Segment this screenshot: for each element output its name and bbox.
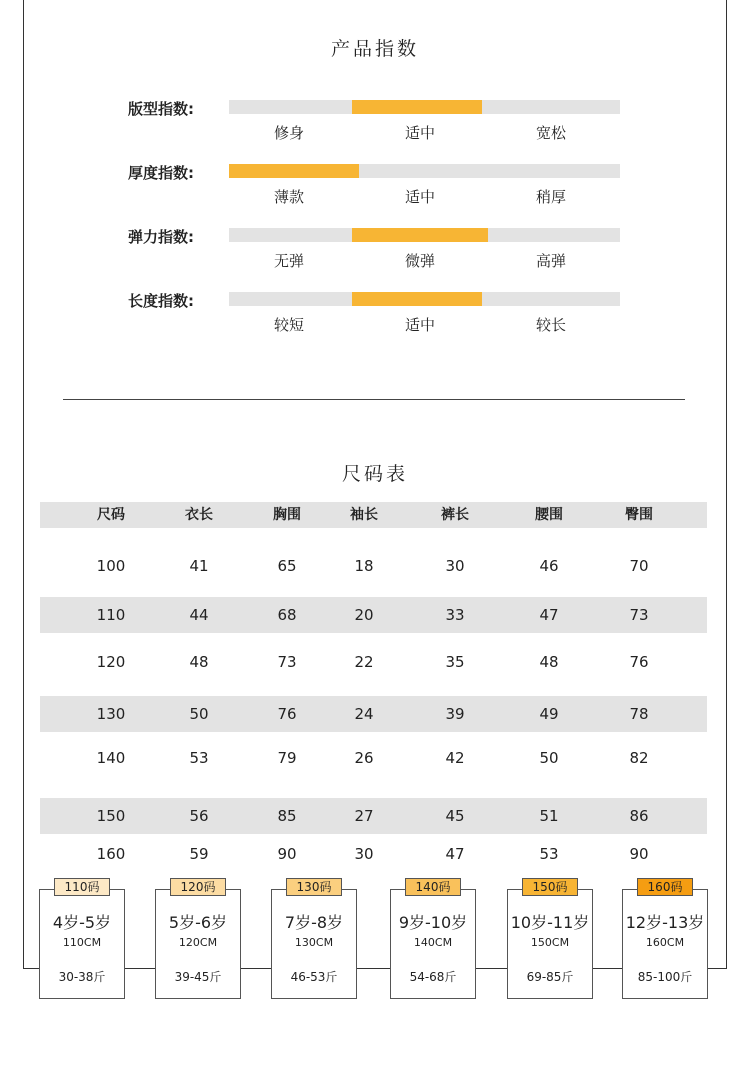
- table-cell: 150: [96, 807, 126, 825]
- size-card: [39, 889, 125, 999]
- section-divider: [63, 399, 685, 400]
- card-age-range: 5岁-6岁: [168, 913, 228, 932]
- card-age-range: 9岁-10岁: [398, 913, 468, 932]
- table-cell: 47: [445, 845, 465, 863]
- table-cell: 100: [96, 557, 126, 575]
- card-weight: 85-100斤: [637, 970, 693, 984]
- size-tag: 140码: [405, 878, 461, 896]
- table-cell: 49: [539, 705, 559, 723]
- table-cell: 44: [189, 606, 209, 624]
- index-option: 宽松: [535, 124, 566, 142]
- table-row: [40, 696, 707, 732]
- size-card: [507, 889, 593, 999]
- size-tag: 150码: [522, 878, 578, 896]
- table-cell: 42: [445, 749, 465, 767]
- table-cell: 56: [189, 807, 209, 825]
- index-bar: [229, 228, 620, 242]
- table-row: [40, 644, 707, 680]
- size-card: [622, 889, 708, 999]
- table-cell: 35: [445, 653, 465, 671]
- card-age-range: 7岁-8岁: [284, 913, 344, 932]
- size-card: [390, 889, 476, 999]
- table-cell: 48: [189, 653, 209, 671]
- table-cell: 39: [445, 705, 465, 723]
- card-age-range: 12岁-13岁: [625, 913, 705, 932]
- table-cell: 33: [445, 606, 465, 624]
- card-height: 140CM: [413, 936, 453, 949]
- table-cell: 90: [629, 845, 649, 863]
- index-option: 适中: [404, 188, 435, 206]
- table-row: [40, 740, 707, 776]
- table-header-cell: 胸围: [273, 507, 301, 523]
- table-cell: 90: [277, 845, 297, 863]
- table-cell: 48: [539, 653, 559, 671]
- index-option: 薄款: [273, 188, 304, 206]
- index-bar: [229, 292, 620, 306]
- card-age-range: 10岁-11岁: [510, 913, 590, 932]
- index-bar: [229, 164, 620, 178]
- table-cell: 27: [354, 807, 374, 825]
- table-cell: 22: [354, 653, 374, 671]
- table-cell: 120: [96, 653, 126, 671]
- size-tag: 160码: [637, 878, 693, 896]
- size-card: [155, 889, 241, 999]
- table-cell: 70: [629, 557, 649, 575]
- index-bar: [229, 100, 620, 114]
- table-header-cell: 臀围: [625, 507, 653, 523]
- table-cell: 140: [96, 749, 126, 767]
- table-cell: 47: [539, 606, 559, 624]
- table-row: [40, 597, 707, 633]
- table-cell: 50: [539, 749, 559, 767]
- size-section-title: 尺码表: [341, 463, 408, 485]
- table-cell: 30: [445, 557, 465, 575]
- table-cell: 130: [96, 705, 126, 723]
- table-row: [40, 548, 707, 584]
- index-label: 版型指数:: [128, 100, 194, 118]
- size-tag: 120码: [170, 878, 226, 896]
- card-height: 160CM: [645, 936, 685, 949]
- table-header-cell: 衣长: [185, 507, 213, 523]
- table-cell: 110: [96, 606, 126, 624]
- table-cell: 24: [354, 705, 374, 723]
- table-cell: 82: [629, 749, 649, 767]
- table-cell: 78: [629, 705, 649, 723]
- table-cell: 53: [189, 749, 209, 767]
- table-cell: 65: [277, 557, 297, 575]
- card-age-range: 4岁-5岁: [52, 913, 112, 932]
- table-header-row: [40, 502, 707, 528]
- index-option: 适中: [404, 124, 435, 142]
- index-label: 厚度指数:: [128, 164, 194, 182]
- size-card: [271, 889, 357, 999]
- table-cell: 53: [539, 845, 559, 863]
- table-cell: 68: [277, 606, 297, 624]
- index-option: 高弹: [535, 252, 566, 270]
- table-cell: 79: [277, 749, 297, 767]
- table-cell: 86: [629, 807, 649, 825]
- table-cell: 76: [629, 653, 649, 671]
- index-option: 适中: [404, 316, 435, 334]
- index-option: 无弹: [273, 252, 304, 270]
- table-cell: 85: [277, 807, 297, 825]
- table-cell: 26: [354, 749, 374, 767]
- index-bar-fill: [352, 292, 482, 306]
- table-cell: 30: [354, 845, 374, 863]
- table-row: [40, 836, 707, 872]
- index-bar-fill: [229, 164, 359, 178]
- size-tag: 110码: [54, 878, 110, 896]
- table-cell: 20: [354, 606, 374, 624]
- index-option: 较短: [273, 316, 304, 334]
- table-header-cell: 尺码: [97, 507, 125, 523]
- card-height: 130CM: [294, 936, 334, 949]
- table-header-cell: 裤长: [441, 507, 469, 523]
- index-option: 修身: [273, 124, 304, 142]
- table-cell: 73: [277, 653, 297, 671]
- card-height: 150CM: [530, 936, 570, 949]
- table-cell: 18: [354, 557, 374, 575]
- table-header-cell: 腰围: [535, 507, 563, 523]
- index-bar-fill: [352, 228, 488, 242]
- table-cell: 160: [96, 845, 126, 863]
- table-header-cell: 袖长: [350, 507, 378, 523]
- table-cell: 46: [539, 557, 559, 575]
- card-weight: 46-53斤: [290, 970, 338, 984]
- size-table: [40, 502, 707, 882]
- index-bar-fill: [352, 100, 482, 114]
- index-label: 弹力指数:: [128, 228, 194, 246]
- card-height: 110CM: [62, 936, 102, 949]
- table-cell: 76: [277, 705, 297, 723]
- table-cell: 59: [189, 845, 209, 863]
- table-cell: 50: [189, 705, 209, 723]
- table-row: [40, 798, 707, 834]
- index-label: 长度指数:: [128, 292, 194, 310]
- index-option: 较长: [535, 316, 566, 334]
- card-weight: 69-85斤: [526, 970, 574, 984]
- index-section-title: 产品指数: [330, 38, 419, 60]
- table-cell: 41: [189, 557, 209, 575]
- index-option: 微弹: [404, 252, 435, 270]
- card-weight: 30-38斤: [58, 970, 106, 984]
- table-cell: 45: [445, 807, 465, 825]
- table-cell: 51: [539, 807, 559, 825]
- table-cell: 73: [629, 606, 649, 624]
- card-weight: 39-45斤: [174, 970, 222, 984]
- card-weight: 54-68斤: [409, 970, 457, 984]
- size-tag: 130码: [286, 878, 342, 896]
- card-height: 120CM: [178, 936, 218, 949]
- index-option: 稍厚: [535, 188, 566, 206]
